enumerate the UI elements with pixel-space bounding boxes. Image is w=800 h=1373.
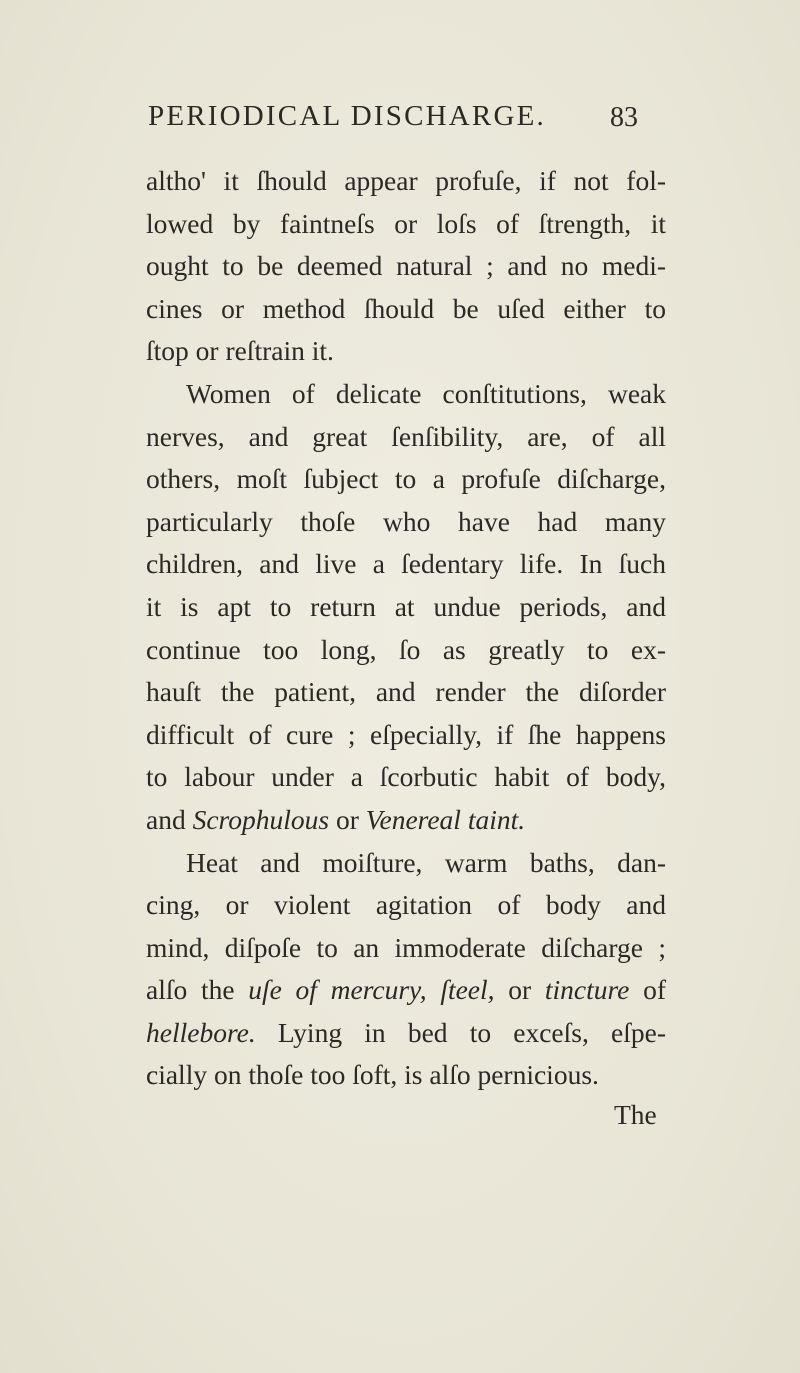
paragraph-start-line: Heat and moiſture, warm baths, dan- <box>186 846 666 878</box>
line-text: or <box>494 974 545 1006</box>
catchword: The <box>614 1099 657 1130</box>
line-text: alſo the <box>146 974 249 1006</box>
text-line: altho' it ſhould appear profuſe, if not fol- <box>146 165 666 196</box>
line-text: and <box>146 803 193 835</box>
italic-phrase: hellebore. <box>146 1016 256 1048</box>
italic-phrase: Scrophulous <box>192 803 330 835</box>
italic-phrase: uſe of mercury, ſteel, <box>248 974 495 1006</box>
text-line <box>146 1012 666 1055</box>
line-text: of <box>629 974 666 1006</box>
text-line: it is apt to return at undue periods, and <box>146 590 666 622</box>
text-line: lowed by faintneſs or loſs of ſtrength, it <box>146 207 666 239</box>
text-line: particularly thoſe who have had many <box>146 505 666 537</box>
text-line: cing, or violent agitation of body and <box>146 889 666 921</box>
line-text: or <box>329 803 366 835</box>
italic-phrase: tincture <box>544 974 630 1006</box>
text-line: mind, diſpoſe to an immoderate diſcharge ; <box>146 931 666 963</box>
running-head <box>148 100 668 148</box>
italic-phrase: Venereal taint. <box>365 803 526 835</box>
text-line <box>146 799 666 842</box>
text-line: cially on thoſe too ſoft, is alſo pernicious. <box>146 1059 599 1091</box>
text-line: continue too long, ſo as greatly to ex- <box>146 633 666 665</box>
text-line: hauſt the patient, and render the diſorder <box>146 676 666 708</box>
text-line <box>146 969 666 1012</box>
text-line: others, moſt ſubject to a profuſe diſcharge, <box>146 463 666 495</box>
text-line: to labour under a ſcorbutic habit of body, <box>146 761 666 793</box>
text-line: nerves, and great ſenſibility, are, of all <box>146 420 666 452</box>
text-line: children, and live a ſedentary life. In ſuch <box>146 548 666 580</box>
line-text: Lying in bed to exceſs, eſpe- <box>255 1016 666 1048</box>
text-line: cines or method ſhould be uſed either to <box>146 292 666 324</box>
text-line: difficult of cure ; eſpecially, if ſhe happens <box>146 718 666 750</box>
text-line: ſtop or reſtrain it. <box>146 335 334 367</box>
body-text <box>146 160 666 1097</box>
running-head-title: PERIODICAL DISCHARGE. <box>148 100 546 132</box>
paragraph-start-line: Women of delicate conſtitutions, weak <box>186 377 666 409</box>
text-line: ought to be deemed natural ; and no medi- <box>146 250 666 282</box>
page-number: 83 <box>610 102 638 133</box>
